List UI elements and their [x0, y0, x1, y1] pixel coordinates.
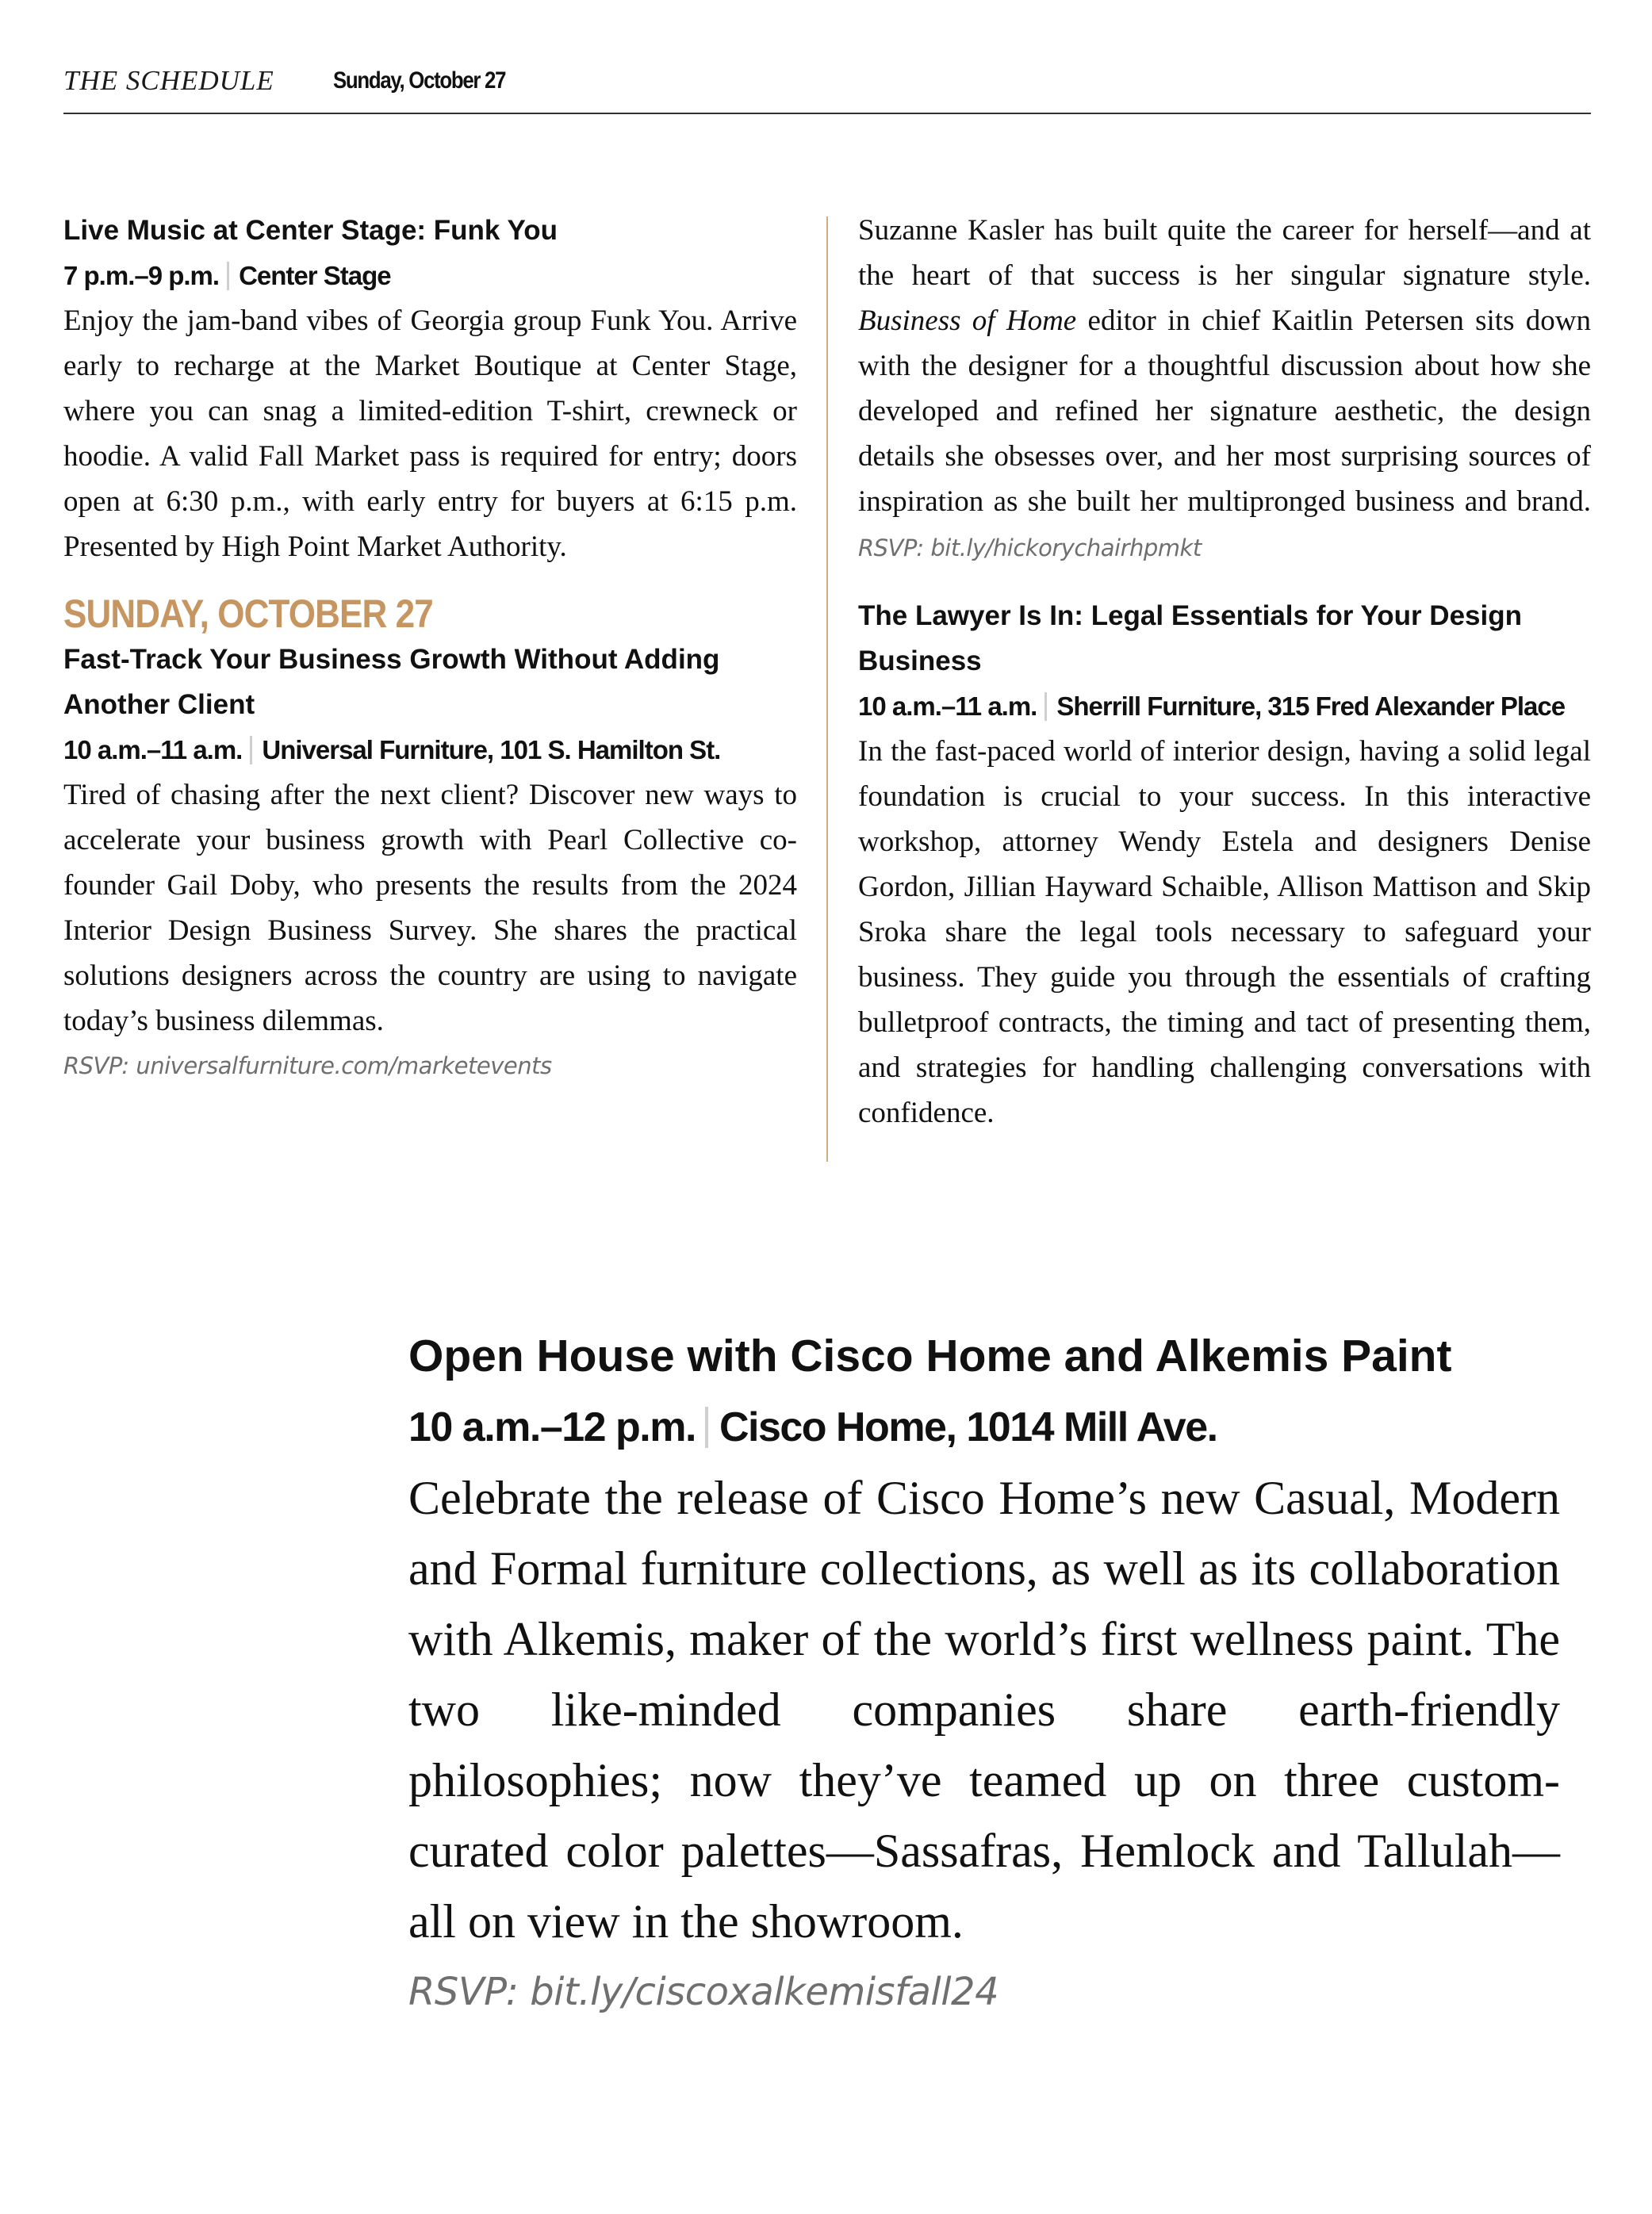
header-date: Sunday, October 27	[333, 67, 506, 94]
event-meta	[63, 253, 797, 298]
spacer	[858, 571, 1591, 593]
rsvp-link[interactable]: RSVP: bit.ly/ciscoxalkemisfall24	[408, 1970, 999, 2014]
featured-event-open-house	[408, 1320, 1560, 2028]
header-rule	[63, 113, 1591, 114]
event-live-music	[63, 208, 797, 569]
event-time: 10 a.m.–11 a.m.	[63, 735, 243, 764]
event-title: Fast-Track Your Business Growth Without Adding Another Client	[63, 644, 720, 720]
event-time: 7 p.m.–9 p.m.	[63, 261, 220, 290]
section-label: THE SCHEDULE	[63, 65, 274, 96]
event-title: The Lawyer Is In: Legal Essentials for Your Design Business	[858, 600, 1522, 676]
left-column	[63, 208, 797, 1089]
event-title: Live Music at Center Stage: Funk You	[63, 215, 558, 246]
event-description: In the fast-paced world of interior design, having a solid legal foundation is crucial to your success. In this interactive workshop, attorney Wendy Estela and designers Denise Gordon, Jillian Hayward Schaible, Allison Mattison and Skip Sroka share the legal tools necessary to safeguard your business. They guide you through the essentials of crafting bulletproof contracts, the timing and tact of presenting them, and strategies for handling challenging conversations with confidence.	[858, 735, 1591, 1129]
event-description: Tired of chasing after the next client? Discover new ways to accelerate your business growth with Pearl Collective co-founder Gail Doby, who presents the results from the 2024 Interior Design Business Survey. She shares the practical solutions designers across the country are using to navigate today’s business dilemmas.	[63, 779, 797, 1037]
event-suzanne-kasler	[858, 208, 1591, 571]
body-text: Suzanne Kasler has built quite the career for herself—and at the heart of that success is her singular signature style.	[858, 214, 1591, 292]
rsvp-link[interactable]: RSVP: universalfurniture.com/marketevents	[63, 1052, 552, 1079]
pipe-separator	[1044, 692, 1047, 721]
event-description: Celebrate the release of Cisco Home’s new Casual, Modern and Formal furniture collections, as well as its collaboration with Alkemis, maker of the world’s first wellness paint. The two like-minded companies share earth-friendly philosophies; now they’ve teamed up on three custom-curated color palettes—Sassafras, Hemlock and Tallulah—all on view in the showroom.	[408, 1472, 1560, 1948]
event-location: Sherrill Furniture, 315 Fred Alexander Place	[1056, 691, 1566, 721]
event-location: Center Stage	[239, 261, 391, 290]
publication-name: Business of Home	[858, 305, 1077, 337]
column-divider	[826, 216, 828, 1162]
day-heading: SUNDAY, OCTOBER 27	[63, 592, 433, 636]
pipe-separator	[250, 736, 252, 764]
event-fast-track	[63, 637, 797, 1089]
event-description: Enjoy the jam-band vibes of Georgia group Funk You. Arrive early to recharge at the Market Boutique at Center Stage, where you can snag a limited-edition T-shirt, crewneck or hoodie. A valid Fall Market pass is required for entry; doors open at 6:30 p.m., with early entry for buyers at 6:15 p.m. Presented by High Point Market Authority.	[63, 305, 797, 563]
rsvp-link[interactable]: RSVP: bit.ly/hickorychairhpmkt	[858, 534, 1202, 561]
event-time: 10 a.m.–12 p.m.	[408, 1404, 696, 1450]
event-location: Universal Furniture, 101 S. Hamilton St.	[262, 735, 721, 764]
event-meta	[858, 684, 1591, 729]
event-time: 10 a.m.–11 a.m.	[858, 691, 1037, 721]
body-text: editor in chief Kaitlin Petersen sits down with the designer for a thoughtful discussion about how she developed and refined her signature aesthetic, the design details she obsesses over, and her most surprising sources of inspiration as she built her multipronged business and brand.	[858, 305, 1591, 518]
pipe-separator	[705, 1407, 708, 1448]
event-description	[858, 208, 1591, 571]
event-meta	[408, 1392, 1560, 1463]
event-lawyer-is-in	[858, 593, 1591, 1136]
pipe-separator	[227, 262, 229, 290]
event-location: Cisco Home, 1014 Mill Ave.	[719, 1404, 1217, 1450]
event-title: Open House with Cisco Home and Alkemis Paint	[408, 1331, 1452, 1381]
event-meta	[63, 727, 797, 772]
right-column	[858, 208, 1591, 1136]
page-header	[63, 62, 1591, 114]
